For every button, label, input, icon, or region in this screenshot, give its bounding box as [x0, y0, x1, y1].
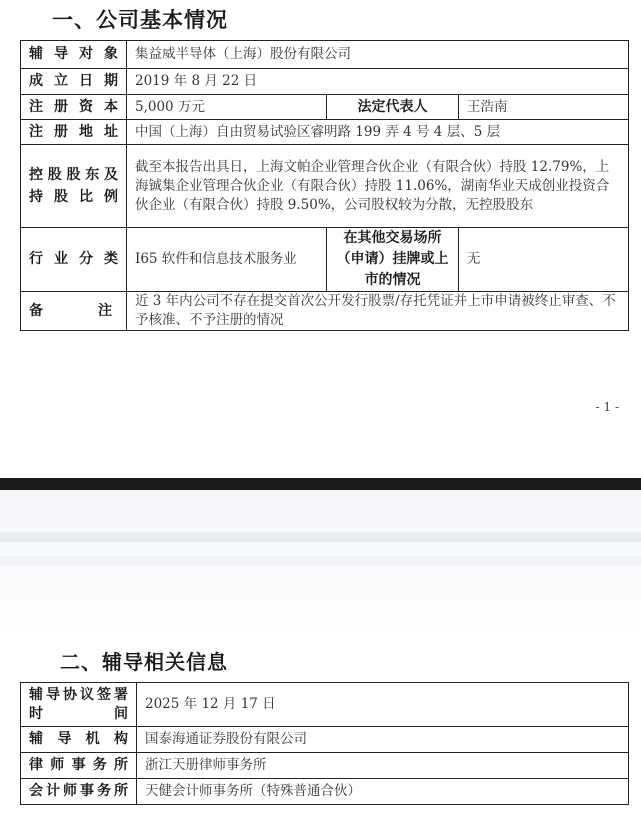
value-law-firm: 浙江天册律师事务所	[137, 753, 629, 779]
row-sign-date	[21, 683, 629, 727]
label-holder	[21, 145, 127, 228]
section-title-mentoring-info: 二、辅导相关信息	[60, 650, 228, 674]
value-remark: 近 3 年内公司不存在提交首次公开发行股票/存托凭证并上市申请被终止审查、不予核准、不予注册的情况	[127, 292, 629, 331]
page-divider	[0, 478, 641, 490]
value-accounting-firm: 天健会计师事务所（特殊普通合伙）	[137, 779, 629, 805]
value-legal-rep: 王浩南	[459, 95, 629, 120]
label-listing: 在其他交易场所（申请）挂牌或上市的情况	[327, 228, 459, 292]
row-accounting-firm	[21, 779, 629, 805]
value-listing: 无	[459, 228, 629, 292]
label-sign-date	[21, 683, 137, 727]
value-agency: 国泰海通证券股份有限公司	[137, 727, 629, 753]
value-established: 2019 年 8 月 22 日	[127, 69, 629, 95]
label-sign-date-line1: 辅导协议签署	[29, 686, 128, 703]
value-mentor-target: 集益威半导体（上海）股份有限公司	[127, 41, 629, 69]
company-info-table	[20, 40, 629, 331]
label-legal-rep: 法定代表人	[327, 95, 459, 120]
mentoring-info-table	[20, 682, 629, 805]
label-address: 注册地址	[21, 120, 127, 145]
row-mentor-target	[21, 41, 629, 69]
row-established	[21, 69, 629, 95]
page-gap	[0, 490, 641, 640]
row-capital	[21, 95, 629, 120]
row-remark	[21, 292, 629, 331]
label-established: 成立日期	[21, 69, 127, 95]
page-number: - 1 -	[595, 400, 619, 414]
label-remark: 备注	[21, 292, 127, 331]
row-address	[21, 120, 629, 145]
label-holder-line2: 持股比例	[29, 189, 118, 205]
label-accounting-firm: 会计师事务所	[21, 779, 137, 805]
label-holder-line1: 控股股东及	[29, 167, 118, 183]
label-capital: 注册资本	[21, 95, 127, 120]
value-sign-date: 2025 年 12 月 17 日	[137, 683, 629, 727]
label-agency: 辅导机构	[21, 727, 137, 753]
scan-artifact	[0, 532, 641, 542]
value-address: 中国（上海）自由贸易试验区睿明路 199 弄 4 号 4 层、5 层	[127, 120, 629, 145]
row-law-firm	[21, 753, 629, 779]
scan-artifact	[0, 556, 641, 566]
label-industry: 行业分类	[21, 228, 127, 292]
value-holder: 截至本报告出具日，上海文帕企业管理合伙企业（有限合伙）持股 12.79%，上海铖集企业管理合伙企业（有限合伙）持股 11.06%，湖南华业天成创业投资合伙企业（有限合伙）持股 9.50%，公司股权较为分散，无控股股东	[127, 145, 629, 228]
row-agency	[21, 727, 629, 753]
section-title-company-info: 一、公司基本情况	[52, 8, 228, 32]
value-industry: I65 软件和信息技术服务业	[127, 228, 327, 292]
value-capital: 5,000 万元	[127, 95, 327, 120]
label-law-firm: 律师事务所	[21, 753, 137, 779]
row-industry	[21, 228, 629, 292]
label-mentor-target: 辅导对象	[21, 41, 127, 69]
row-holder	[21, 145, 629, 228]
label-sign-date-line2: 时间	[29, 705, 128, 722]
